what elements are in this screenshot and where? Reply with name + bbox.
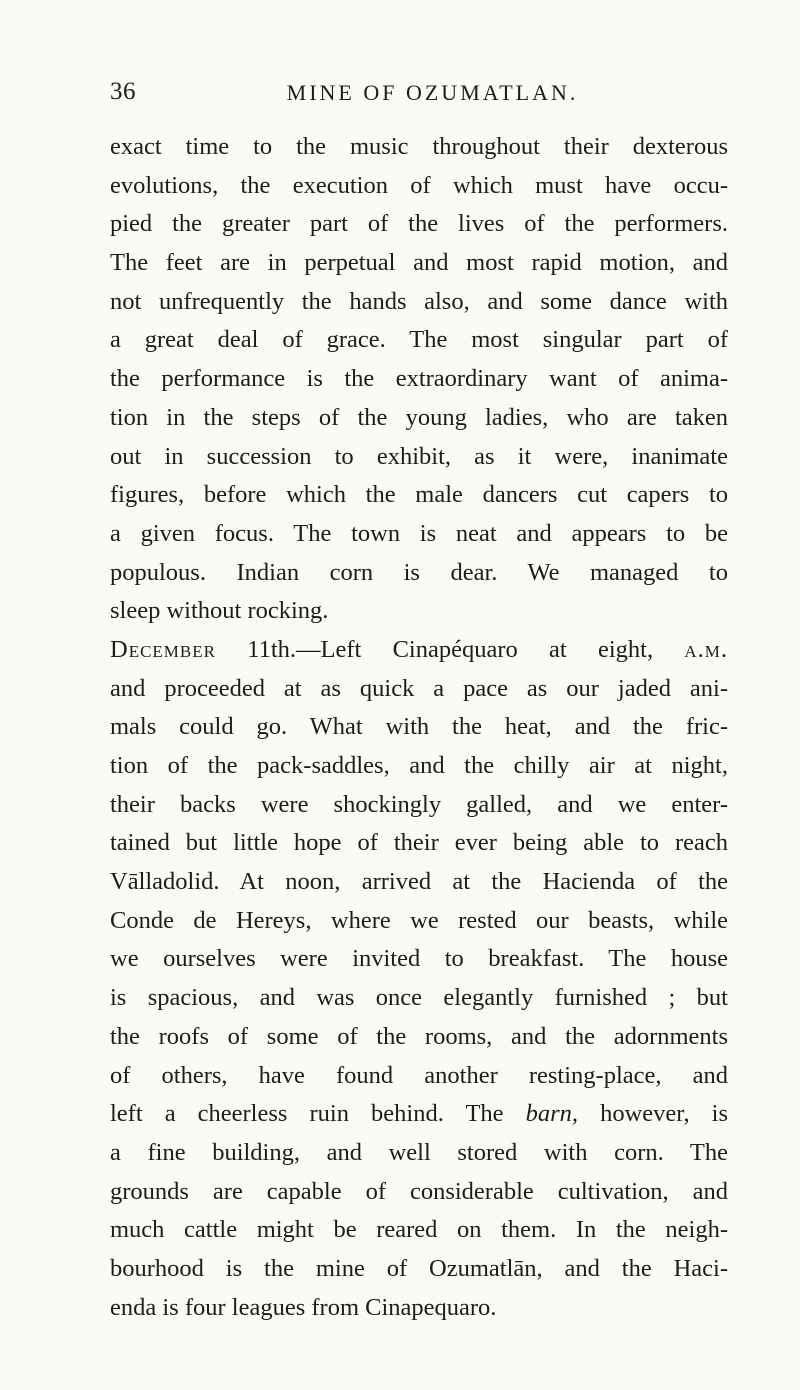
text-line: a fine building, and well stored with corn. The [110,1138,728,1166]
text-line: Vālladolid. At noon, arrived at the Hacienda of the [110,868,728,896]
text-fragment: left a cheerless ruin behind. The [110,1100,526,1128]
text-fragment: however, is [578,1100,728,1128]
text-line: the performance is the extraordinary want of anima- [110,365,728,393]
text-line: tion of the pack-saddles, and the chilly air at night, [110,752,728,779]
text-line: sleep without rocking. [110,597,329,625]
text-line: the roofs of some of the rooms, and the adornments [110,1022,728,1050]
diary-entry-text: 11th.—Left Cinapéquaro at eight, [215,635,685,663]
text-line: exact time to the music throughout their dexterous [110,133,728,160]
text-line: enda is four leagues from Cinapequaro. [110,1293,497,1321]
text-line: not unfrequently the hands also, and some dance with [110,287,728,315]
text-line: evolutions, the execution of which must have occu- [110,171,728,199]
text-line: bourhood is the mine of Ozumatlān, and the Haci- [110,1254,728,1282]
text-line: much cattle might be reared on them. In the neigh- [110,1216,728,1244]
page-number: 36 [110,78,136,105]
text-line: pied the greater part of the lives of the performers. [110,210,728,238]
diary-entry-line [110,631,728,670]
text-line: of others, have found another resting-place, and [110,1061,728,1089]
text-line: a great deal of grace. The most singular part of [110,326,728,354]
text-line: out in succession to exhibit, as it were, inanimate [110,442,728,470]
text-line-with-italic [110,1095,728,1134]
page-header [110,78,710,118]
text-line: populous. Indian corn is dear. We managed to [110,558,728,586]
text-line: their backs were shockingly galled, and we enter- [110,790,728,818]
text-line: we ourselves were invited to breakfast. The house [110,945,728,973]
text-line: Conde de Hereys, where we rested our beasts, while [110,906,728,934]
diary-date: December [110,635,216,663]
running-head: MINE OF OZUMATLAN. [286,80,579,105]
text-line: a given focus. The town is neat and appears to be [110,519,728,547]
time-abbreviation: a.m. [684,635,728,663]
text-line: and proceeded at as quick a pace as our jaded ani- [110,674,728,702]
body-text [110,128,728,1327]
text-line: The feet are in perpetual and most rapid motion, and [110,249,728,277]
text-line: mals could go. What with the heat, and the fric- [110,713,728,741]
text-line: tained but little hope of their ever being able to reach [110,829,728,857]
text-line: tion in the steps of the young ladies, who are taken [110,403,728,431]
text-line: figures, before which the male dancers cut capers to [110,481,728,509]
text-line: is spacious, and was once elegantly furnished ; but [110,984,728,1012]
italic-word: barn, [525,1100,579,1128]
text-line: grounds are capable of considerable cultivation, and [110,1177,728,1205]
